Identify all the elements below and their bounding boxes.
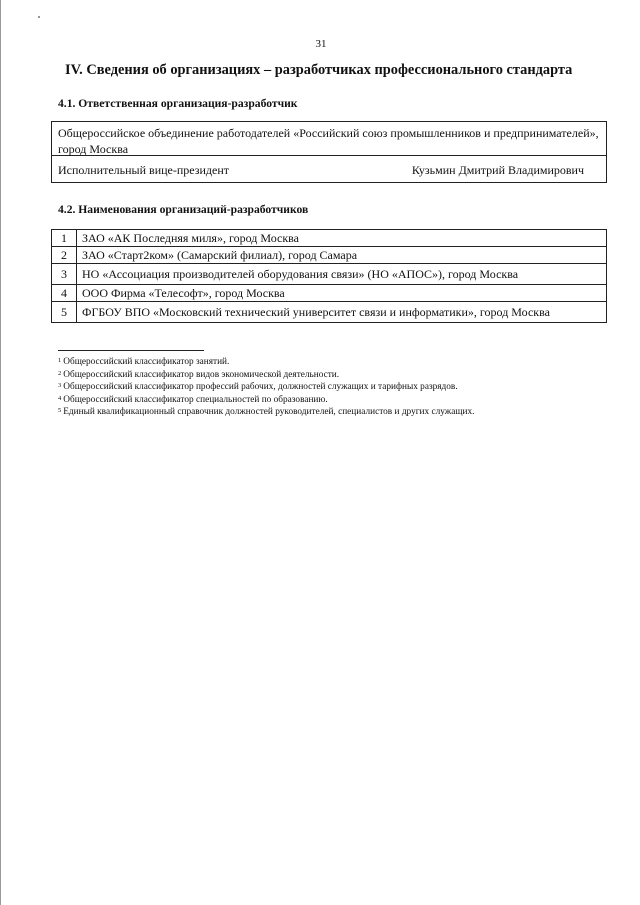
row-number: 4 xyxy=(52,285,77,302)
table-row xyxy=(52,247,607,264)
signatory-name: Кузьмин Дмитрий Владимирович xyxy=(411,163,584,177)
responsible-org-signatory xyxy=(52,156,606,182)
footnote-item xyxy=(58,369,598,382)
table-row xyxy=(52,285,607,302)
developer-orgs-heading: 4.2. Наименования организаций-разработчиков xyxy=(58,203,309,216)
responsible-org-heading: 4.1. Ответственная организация-разработчик xyxy=(58,97,298,110)
footnote-mark: 2 xyxy=(58,369,62,377)
footnote-mark: 4 xyxy=(58,394,62,402)
table-row xyxy=(52,264,607,285)
footnote-text: Общероссийский классификатор занятий. xyxy=(63,357,230,367)
footnote-item xyxy=(58,381,598,394)
footnotes xyxy=(58,356,598,419)
footnote-mark: 1 xyxy=(58,357,62,364)
footnote-item xyxy=(58,356,598,369)
footnote-text: Общероссийский классификатор специальностей по образованию. xyxy=(63,394,328,405)
section-title: IV. Сведения об организациях – разработчиках профессионального стандарта xyxy=(65,62,573,78)
responsible-org-box xyxy=(51,121,607,183)
responsible-org-name: Общероссийское объединение работодателей «Российский союз промышленников и предпринимателей», город Москва xyxy=(52,122,606,156)
row-number: 1 xyxy=(52,230,77,247)
table-row xyxy=(52,230,607,247)
org-name: ООО Фирма «Телесофт», город Москва xyxy=(77,285,607,302)
scan-speck xyxy=(38,16,40,18)
footnote-mark: 5 xyxy=(58,407,62,414)
row-number: 3 xyxy=(52,264,77,285)
footnote-text: Единый квалификационный справочник должностей руководителей, специалистов и других служащих. xyxy=(63,407,475,417)
developer-orgs-table xyxy=(51,229,607,323)
signatory-position: Исполнительный вице-президент xyxy=(58,163,230,177)
footnote-text: Общероссийский классификатор видов экономической деятельности. xyxy=(63,369,340,380)
footnote-mark: 3 xyxy=(58,382,62,389)
footnote-item xyxy=(58,406,598,419)
footnote-item xyxy=(58,394,598,407)
page-number: 31 xyxy=(315,38,327,50)
row-number: 5 xyxy=(52,302,77,323)
row-number: 2 xyxy=(52,247,77,264)
org-name: ФГБОУ ВПО «Московский технический университет связи и информатики», город Москва xyxy=(77,302,607,323)
footnote-separator xyxy=(58,350,204,351)
footnote-text: Общероссийский классификатор профессий рабочих, должностей служащих и тарифных разрядов. xyxy=(63,382,458,392)
table-row xyxy=(52,302,607,323)
org-name: НО «Ассоциация производителей оборудования связи» (НО «АПОС»), город Москва xyxy=(77,264,607,285)
org-name: ЗАО «Старт2ком» (Самарский филиал), город Самара xyxy=(77,247,607,264)
org-name: ЗАО «АК Последняя миля», город Москва xyxy=(77,230,607,247)
